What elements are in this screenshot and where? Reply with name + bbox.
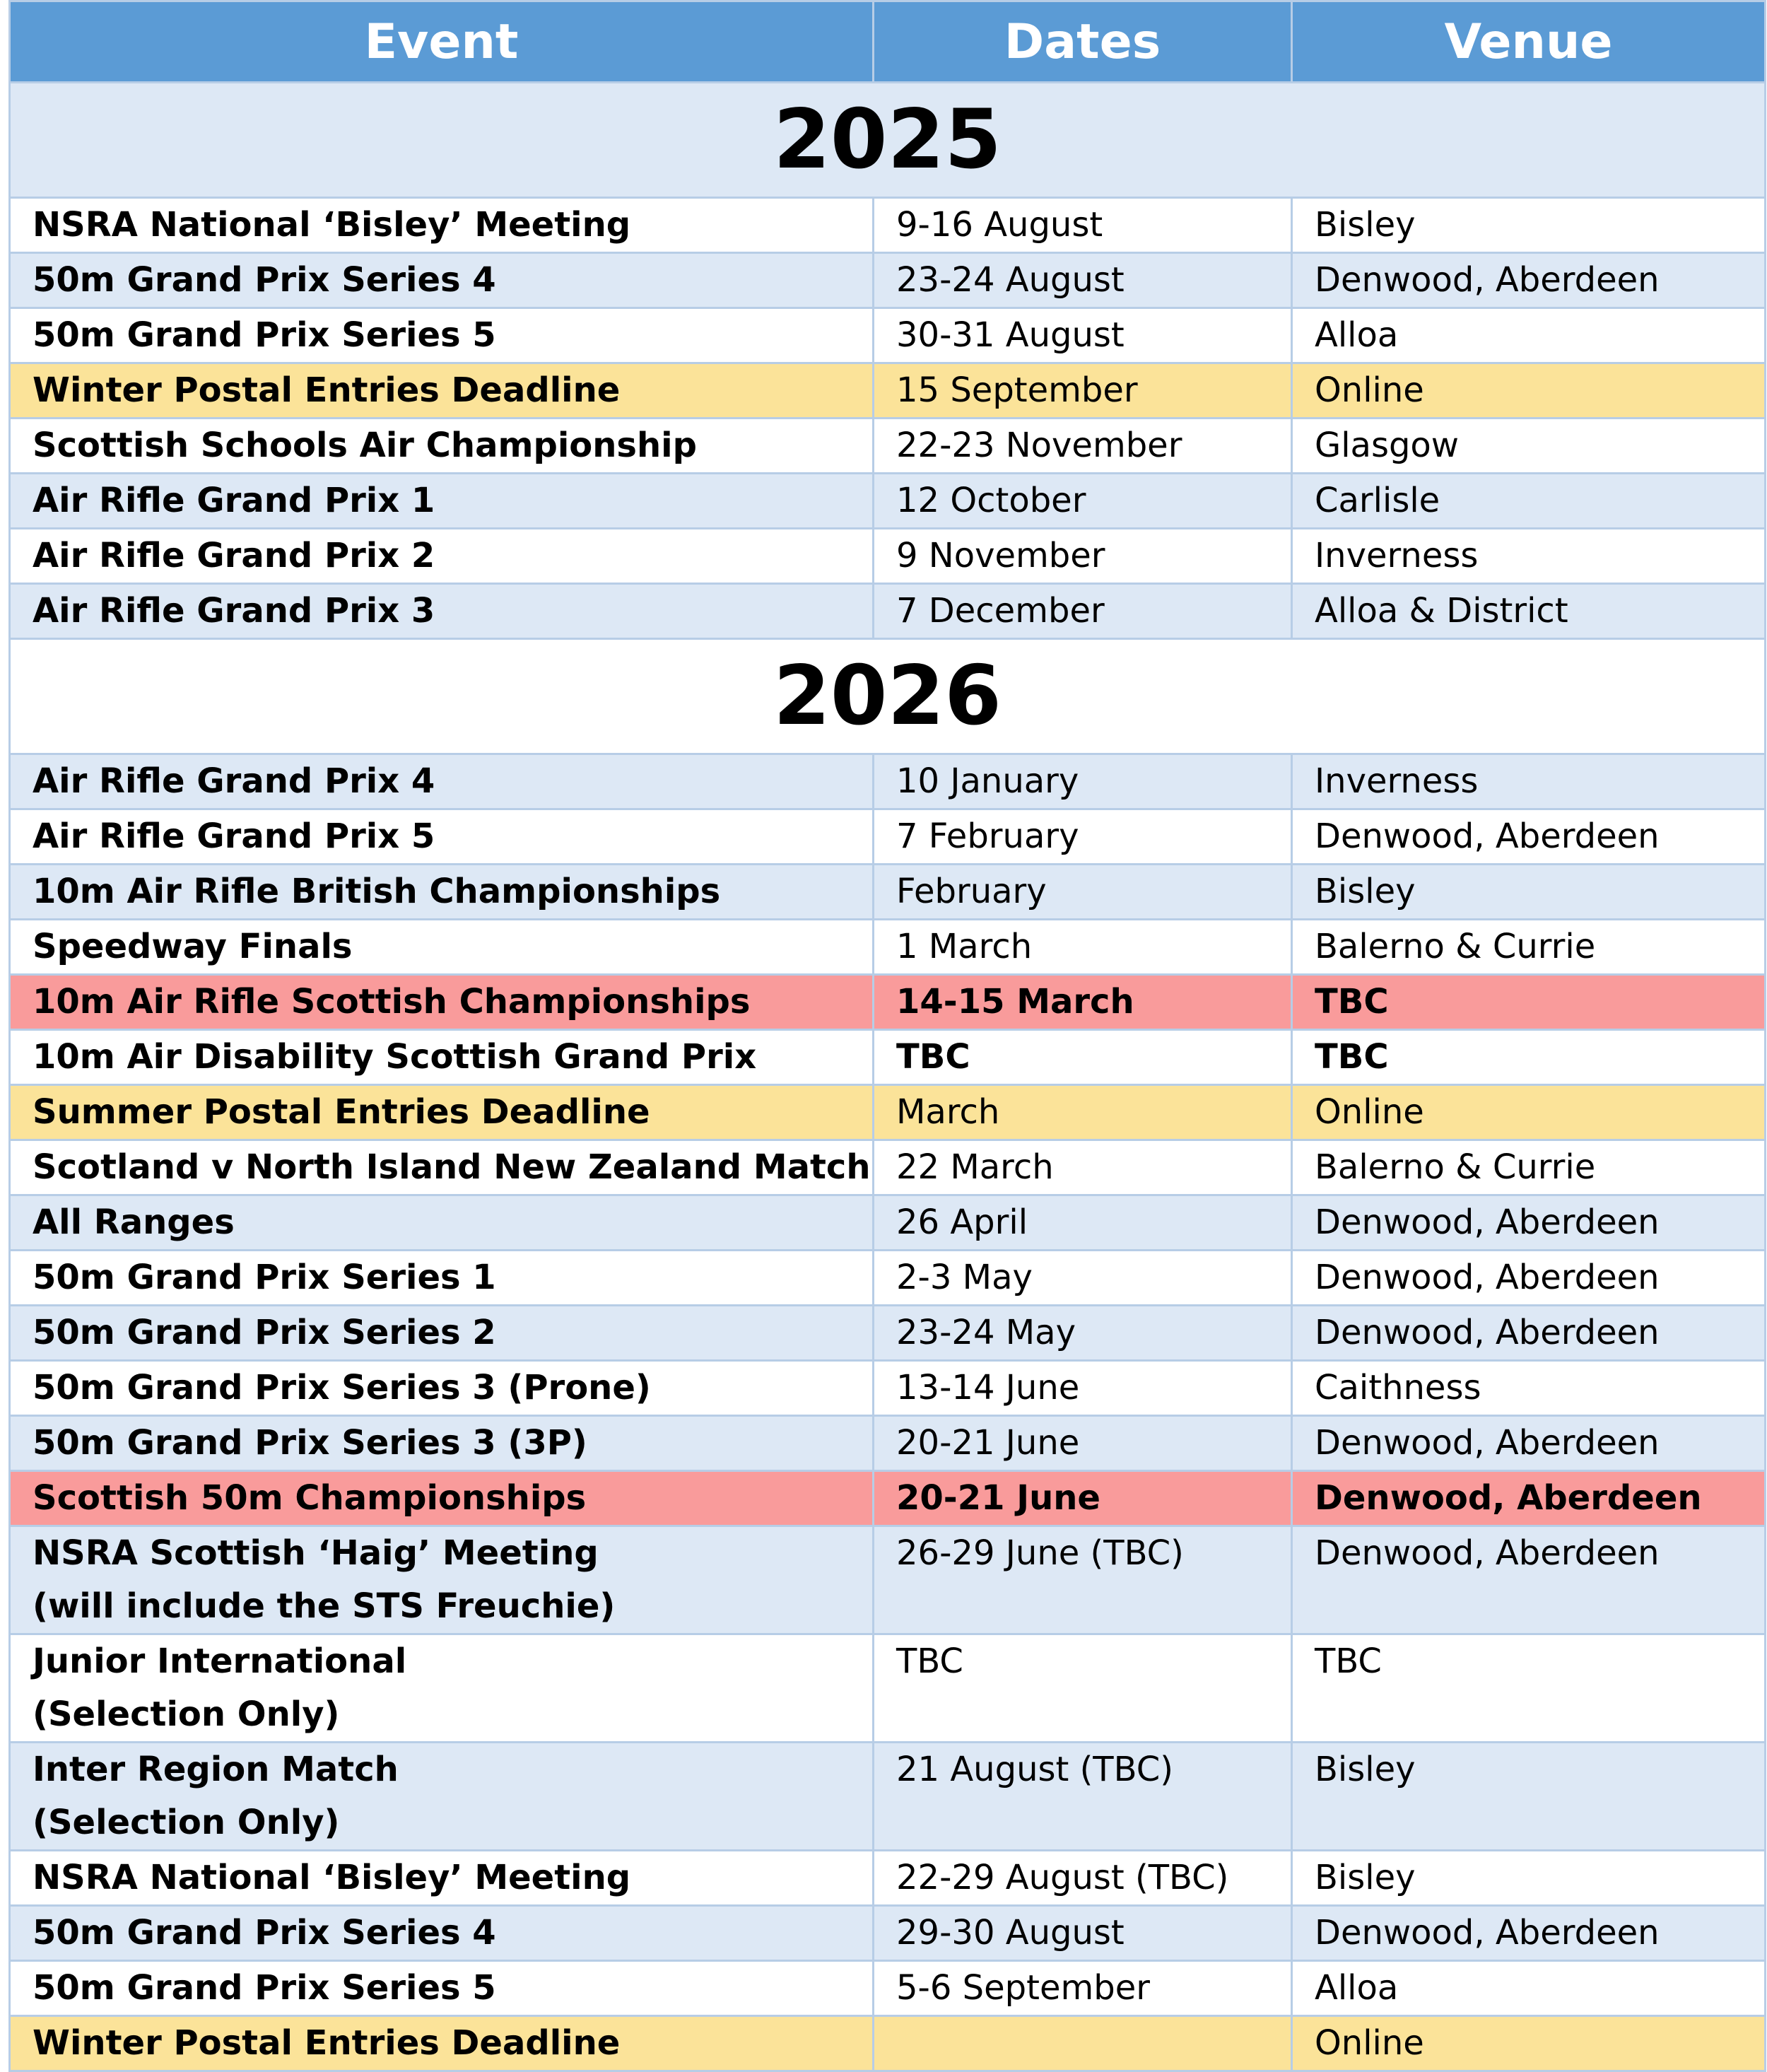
event-cell: 50m Grand Prix Series 2 [10, 1306, 874, 1361]
table-row-highlight-deadline [10, 2016, 1766, 2071]
table-row [10, 1361, 1766, 1416]
event-cell: Air Rifle Grand Prix 5 [10, 809, 874, 865]
table-row-highlight-championship [10, 975, 1766, 1030]
dates-cell: 30-31 August [874, 308, 1292, 363]
table-row [10, 253, 1766, 308]
venue-cell: Alloa [1292, 308, 1766, 363]
table-row-highlight-championship [10, 1471, 1766, 1526]
venue-cell: Caithness [1292, 1361, 1766, 1416]
venue-cell: Glasgow [1292, 419, 1766, 474]
table-row [10, 529, 1766, 584]
table-row [10, 198, 1766, 253]
dates-cell: 26-29 June (TBC) [874, 1526, 1292, 1634]
table-row [10, 1634, 1766, 1743]
venue-cell: Bisley [1292, 1851, 1766, 1906]
year-row-2026 [10, 639, 1766, 754]
event-cell: Scotland v North Island New Zealand Match [10, 1140, 874, 1195]
dates-cell: 20-21 June [874, 1416, 1292, 1471]
dates-cell: 10 January [874, 754, 1292, 809]
dates-cell: 14-15 March [874, 975, 1292, 1030]
dates-cell: 23-24 August [874, 253, 1292, 308]
event-cell: NSRA National ‘Bisley’ Meeting [10, 198, 874, 253]
venue-cell: Denwood, Aberdeen [1292, 1471, 1766, 1526]
dates-cell: 1 March [874, 920, 1292, 975]
dates-cell: February [874, 865, 1292, 920]
event-cell: 10m Air Disability Scottish Grand Prix [10, 1030, 874, 1085]
event-cell: Summer Postal Entries Deadline [10, 1085, 874, 1140]
event-cell: 50m Grand Prix Series 1 [10, 1251, 874, 1306]
dates-cell [874, 2016, 1292, 2071]
venue-cell: Denwood, Aberdeen [1292, 1251, 1766, 1306]
event-cell: Winter Postal Entries Deadline [10, 363, 874, 419]
event-note: (Selection Only) [33, 1695, 340, 1734]
dates-cell: 2-3 May [874, 1251, 1292, 1306]
table-row [10, 1851, 1766, 1906]
venue-cell: TBC [1292, 1634, 1766, 1743]
venue-cell: Online [1292, 363, 1766, 419]
venue-cell: Denwood, Aberdeen [1292, 1906, 1766, 1961]
venue-cell: Inverness [1292, 529, 1766, 584]
event-cell: Air Rifle Grand Prix 4 [10, 754, 874, 809]
dates-cell: 9 November [874, 529, 1292, 584]
table-row [10, 1140, 1766, 1195]
table-row [10, 474, 1766, 529]
event-cell: Air Rifle Grand Prix 2 [10, 529, 874, 584]
venue-cell: Denwood, Aberdeen [1292, 253, 1766, 308]
dates-cell: 22-29 August (TBC) [874, 1851, 1292, 1906]
event-cell: 50m Grand Prix Series 5 [10, 308, 874, 363]
dates-cell: March [874, 1085, 1292, 1140]
table-row [10, 1743, 1766, 1851]
table-row [10, 920, 1766, 975]
table-row [10, 1030, 1766, 1085]
venue-cell: Balerno & Currie [1292, 1140, 1766, 1195]
table-row [10, 1906, 1766, 1961]
events-calendar-table [8, 0, 1766, 2072]
event-column-header: Event [10, 1, 874, 83]
table-row [10, 754, 1766, 809]
table-row [10, 1416, 1766, 1471]
venue-cell: Balerno & Currie [1292, 920, 1766, 975]
dates-cell: 26 April [874, 1195, 1292, 1251]
year-row-2025 [10, 83, 1766, 198]
event-note: (Selection Only) [33, 1803, 340, 1842]
event-cell: Air Rifle Grand Prix 1 [10, 474, 874, 529]
venue-cell: Alloa & District [1292, 584, 1766, 639]
dates-cell: 15 September [874, 363, 1292, 419]
event-cell: 50m Grand Prix Series 5 [10, 1961, 874, 2016]
table-row [10, 1526, 1766, 1634]
event-line: NSRA Scottish ‘Haig’ Meeting [33, 1533, 599, 1573]
dates-cell: 13-14 June [874, 1361, 1292, 1416]
event-cell: Scottish Schools Air Championship [10, 419, 874, 474]
event-line: Inter Region Match [33, 1750, 399, 1789]
dates-cell: 29-30 August [874, 1906, 1292, 1961]
table-row [10, 419, 1766, 474]
dates-cell: 5-6 September [874, 1961, 1292, 2016]
event-cell: All Ranges [10, 1195, 874, 1251]
venue-cell: Alloa [1292, 1961, 1766, 2016]
venue-cell: Bisley [1292, 865, 1766, 920]
venue-cell: Bisley [1292, 198, 1766, 253]
event-cell: 50m Grand Prix Series 3 (Prone) [10, 1361, 874, 1416]
event-cell [10, 1526, 874, 1634]
dates-cell: 7 December [874, 584, 1292, 639]
event-cell: Winter Postal Entries Deadline [10, 2016, 874, 2071]
table-row [10, 1195, 1766, 1251]
event-cell: Air Rifle Grand Prix 3 [10, 584, 874, 639]
event-cell: 50m Grand Prix Series 4 [10, 253, 874, 308]
dates-cell: 23-24 May [874, 1306, 1292, 1361]
event-line: Junior International [33, 1641, 407, 1681]
venue-cell: Online [1292, 2016, 1766, 2071]
table-row [10, 584, 1766, 639]
dates-column-header: Dates [874, 1, 1292, 83]
venue-cell: Denwood, Aberdeen [1292, 809, 1766, 865]
dates-cell: 20-21 June [874, 1471, 1292, 1526]
table-row [10, 1961, 1766, 2016]
venue-cell: TBC [1292, 1030, 1766, 1085]
venue-cell: Denwood, Aberdeen [1292, 1306, 1766, 1361]
table-row [10, 1306, 1766, 1361]
dates-cell: 22-23 November [874, 419, 1292, 474]
venue-cell: Denwood, Aberdeen [1292, 1195, 1766, 1251]
table-row [10, 865, 1766, 920]
event-cell: 50m Grand Prix Series 3 (3P) [10, 1416, 874, 1471]
venue-cell: Denwood, Aberdeen [1292, 1416, 1766, 1471]
dates-cell: 21 August (TBC) [874, 1743, 1292, 1851]
venue-cell: TBC [1292, 975, 1766, 1030]
event-cell: 10m Air Rifle Scottish Championships [10, 975, 874, 1030]
venue-column-header: Venue [1292, 1, 1766, 83]
venue-cell: Carlisle [1292, 474, 1766, 529]
table-row [10, 1251, 1766, 1306]
venue-cell: Bisley [1292, 1743, 1766, 1851]
event-cell: Scottish 50m Championships [10, 1471, 874, 1526]
venue-cell: Online [1292, 1085, 1766, 1140]
table-row [10, 809, 1766, 865]
event-cell: NSRA National ‘Bisley’ Meeting [10, 1851, 874, 1906]
venue-cell: Inverness [1292, 754, 1766, 809]
dates-cell: TBC [874, 1030, 1292, 1085]
event-cell: Speedway Finals [10, 920, 874, 975]
dates-cell: 22 March [874, 1140, 1292, 1195]
venue-cell: Denwood, Aberdeen [1292, 1526, 1766, 1634]
year-heading-2026: 2026 [10, 639, 1766, 754]
table-row-highlight-deadline [10, 1085, 1766, 1140]
year-heading-2025: 2025 [10, 83, 1766, 198]
event-note: (will include the STS Freuchie) [33, 1586, 616, 1626]
header-row [10, 1, 1766, 83]
event-cell: 50m Grand Prix Series 4 [10, 1906, 874, 1961]
dates-cell: 9-16 August [874, 198, 1292, 253]
dates-cell: 7 February [874, 809, 1292, 865]
table-row [10, 308, 1766, 363]
dates-cell: 12 October [874, 474, 1292, 529]
event-cell [10, 1634, 874, 1743]
table-row-highlight-deadline [10, 363, 1766, 419]
event-cell [10, 1743, 874, 1851]
dates-cell: TBC [874, 1634, 1292, 1743]
event-cell: 10m Air Rifle British Championships [10, 865, 874, 920]
